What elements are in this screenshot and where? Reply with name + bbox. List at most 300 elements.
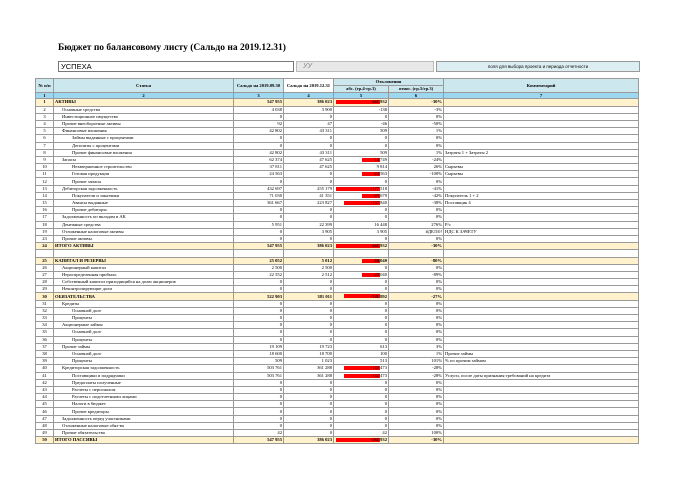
company-select[interactable]: УСПЕХА <box>58 61 294 72</box>
table-row <box>36 243 639 250</box>
row-number: 7 <box>36 142 54 149</box>
row-comment[interactable] <box>444 142 639 149</box>
row-comment[interactable] <box>444 128 639 135</box>
row-comment[interactable] <box>444 415 639 422</box>
table-row <box>36 358 639 365</box>
table-row <box>36 156 639 163</box>
deviation-rel: 0% <box>389 394 444 401</box>
row-number: 46 <box>36 408 54 415</box>
row-number: 25 <box>36 257 54 264</box>
saldo-end: 0 <box>284 430 334 437</box>
col-num-header: № п/п <box>36 79 54 93</box>
row-comment[interactable] <box>444 214 639 221</box>
row-number: 41 <box>36 372 54 379</box>
row-comment[interactable] <box>444 257 639 264</box>
deviation-abs <box>334 156 389 163</box>
saldo-start: 0 <box>234 336 284 343</box>
saldo-end: 0 <box>284 315 334 322</box>
deviation-abs: 0 <box>334 336 389 343</box>
table-row <box>36 214 639 221</box>
table-row <box>36 286 639 293</box>
row-comment[interactable]: Сырьевы <box>444 171 639 178</box>
deviation-rel: 276% <box>389 221 444 228</box>
row-comment[interactable] <box>444 135 639 142</box>
row-label: КАПИТАЛ И РЕЗЕРВЫ <box>54 257 234 264</box>
deviation-rel: 0% <box>389 264 444 271</box>
saldo-start: 42 <box>234 430 284 437</box>
row-label: ОБЯЗАТЕЛЬСТВА <box>54 293 234 300</box>
row-comment[interactable]: Услуги, после даты признания требований на кредита <box>444 372 639 379</box>
deviation-abs: 0 <box>334 214 389 221</box>
saldo-start: 0 <box>234 300 284 307</box>
row-comment[interactable] <box>444 365 639 372</box>
deviation-rel: 0% <box>389 113 444 120</box>
deviation-abs: 42 <box>334 430 389 437</box>
saldo-end: 0 <box>284 214 334 221</box>
deviation-abs <box>334 171 389 178</box>
row-number: 3 <box>36 113 54 120</box>
deviation-abs: 0 <box>334 279 389 286</box>
saldo-start: 0 <box>234 207 284 214</box>
row-comment[interactable] <box>444 106 639 113</box>
deviation-abs <box>334 243 389 250</box>
saldo-end: 18 700 <box>284 350 334 357</box>
deviation-abs: 0 <box>334 286 389 293</box>
row-label: ИТОГО АКТИВЫ <box>54 243 234 250</box>
deviation-abs: 0 <box>334 307 389 314</box>
row-comment[interactable]: Покупатель 1 + 2 <box>444 192 639 199</box>
deviation-abs: 0 <box>334 315 389 322</box>
row-label: Запасы <box>54 156 234 163</box>
row-comment[interactable]: % по прочим займам <box>444 358 639 365</box>
deviation-value: -142 473 <box>370 372 387 378</box>
saldo-start: 0 <box>234 322 284 329</box>
row-comment[interactable] <box>444 120 639 127</box>
saldo-start: 25 052 <box>234 257 284 264</box>
deviation-rel: -30% <box>389 437 444 444</box>
row-label: Расчеты с персоналом <box>54 386 234 393</box>
row-label: Отложенные налоговые обяз-ва <box>54 422 234 429</box>
table-row <box>36 415 639 422</box>
row-label: Отложенные налоговые активы <box>54 228 234 235</box>
row-number: 33 <box>36 315 54 322</box>
deviation-abs: -138 <box>334 106 389 113</box>
row-comment[interactable] <box>444 386 639 393</box>
table-row <box>36 149 639 156</box>
deviation-rel: -30% <box>389 99 444 106</box>
deviation-abs: 0 <box>334 379 389 386</box>
row-number: 10 <box>36 164 54 171</box>
row-comment[interactable] <box>444 286 639 293</box>
saldo-start: 0 <box>234 379 284 386</box>
deviation-abs <box>334 185 389 192</box>
deviation-rel: -3% <box>389 106 444 113</box>
row-comment[interactable]: Р/с <box>444 221 639 228</box>
deviation-abs <box>334 437 389 444</box>
deviation-value: -177 518 <box>370 185 387 191</box>
deviation-abs: 100 <box>334 350 389 357</box>
row-comment[interactable]: Прочие займы <box>444 350 639 357</box>
col-dev-rel-header: относ. (гр.5/гр.3) <box>389 86 444 93</box>
deviation-rel: -42% <box>389 192 444 199</box>
saldo-start: 24 563 <box>234 171 284 178</box>
saldo-start: 71 030 <box>234 192 284 199</box>
deviation-rel: 3% <box>389 343 444 350</box>
saldo-start: 0 <box>234 235 284 242</box>
row-label: Финансовые вложения <box>54 128 234 135</box>
table-row <box>36 128 639 135</box>
row-label: Проценты <box>54 358 234 365</box>
saldo-start: 0 <box>234 415 284 422</box>
deviation-rel: 0% <box>389 408 444 415</box>
saldo-end: 223 827 <box>284 200 334 207</box>
saldo-end: 0 <box>284 336 334 343</box>
row-number: 44 <box>36 394 54 401</box>
row-label: Основные средства <box>54 106 234 113</box>
row-number: 50 <box>36 437 54 444</box>
deviation-rel: 0% <box>389 279 444 286</box>
saldo-start: 0 <box>234 135 284 142</box>
deviation-rel: 1% <box>389 350 444 357</box>
table-row <box>36 401 639 408</box>
saldo-end: 0 <box>284 379 334 386</box>
row-comment[interactable]: Поставщик 4 <box>444 200 639 207</box>
row-number: 38 <box>36 350 54 357</box>
deviation-rel: 0% <box>389 329 444 336</box>
row-label: Основной долг <box>54 329 234 336</box>
deviation-abs <box>334 271 389 278</box>
row-number: 19 <box>36 228 54 235</box>
saldo-start: 509 <box>234 358 284 365</box>
row-label: Кредиты <box>54 300 234 307</box>
table-row <box>36 336 639 343</box>
deviation-rel: 0% <box>389 214 444 221</box>
row-number: 36 <box>36 336 54 343</box>
deviation-value: -24 563 <box>372 171 387 177</box>
row-comment[interactable] <box>444 207 639 214</box>
col-number-cell: 4 <box>284 93 334 99</box>
row-comment[interactable] <box>444 322 639 329</box>
row-comment[interactable] <box>444 430 639 437</box>
deviation-value: -29 679 <box>372 192 387 198</box>
row-number: 28 <box>36 279 54 286</box>
col-saldo1-header: Сальдо на 2019.09.30 <box>234 79 284 93</box>
deviation-value: -142 473 <box>370 365 387 371</box>
row-number: 5 <box>36 128 54 135</box>
saldo-end: 381 011 <box>284 293 334 300</box>
table-row <box>36 386 639 393</box>
row-label: Прочие запасы <box>54 178 234 185</box>
col-number-cell: 7 <box>444 93 639 99</box>
saldo-end: 0 <box>284 207 334 214</box>
deviation-rel: -89% <box>389 271 444 278</box>
row-number: 39 <box>36 358 54 365</box>
row-comment[interactable] <box>444 437 639 444</box>
saldo-start: 547 955 <box>234 437 284 444</box>
saldo-start: 0 <box>234 422 284 429</box>
deviation-rel: 0% <box>389 322 444 329</box>
deviation-abs: 0 <box>334 207 389 214</box>
saldo-start: 0 <box>234 408 284 415</box>
row-number: 6 <box>36 135 54 142</box>
table-row <box>36 120 639 127</box>
saldo-end: 0 <box>284 113 334 120</box>
saldo-end: 1 023 <box>284 358 334 365</box>
deviation-rel: -38% <box>389 200 444 207</box>
row-comment[interactable] <box>444 401 639 408</box>
row-number: 14 <box>36 192 54 199</box>
saldo-end: 3 905 <box>284 228 334 235</box>
saldo-start: 5 951 <box>234 221 284 228</box>
deviation-abs <box>334 192 389 199</box>
row-comment[interactable] <box>444 315 639 322</box>
saldo-end: 2 512 <box>284 271 334 278</box>
table-row <box>36 135 639 142</box>
saldo-start: 22 552 <box>234 271 284 278</box>
table-row <box>36 142 639 149</box>
deviation-rel: 0% <box>389 401 444 408</box>
row-number: 27 <box>36 271 54 278</box>
deviation-abs: 0 <box>334 135 389 142</box>
row-label: Инвестиционное имущество <box>54 113 234 120</box>
deviation-abs: 0 <box>334 113 389 120</box>
deviation-rel: 0% <box>389 300 444 307</box>
row-comment[interactable] <box>444 156 639 163</box>
deviation-rel: 0% <box>389 207 444 214</box>
deviation-rel: 0% <box>389 315 444 322</box>
row-label: Прочие активы <box>54 235 234 242</box>
col-number-cell: 3 <box>234 93 284 99</box>
deviation-abs: 9 814 <box>334 164 389 171</box>
row-comment[interactable] <box>444 329 639 336</box>
row-label: Прочие кредиторы <box>54 408 234 415</box>
table-row <box>36 113 639 120</box>
row-number: 42 <box>36 379 54 386</box>
row-label: Покупатели и заказчики <box>54 192 234 199</box>
row-number: 2 <box>36 106 54 113</box>
deviation-value: -161 932 <box>370 99 387 105</box>
row-number: 18 <box>36 221 54 228</box>
saldo-end: 3 900 <box>284 106 334 113</box>
row-number: 37 <box>36 343 54 350</box>
row-label: Готовая продукция <box>54 171 234 178</box>
table-row <box>36 394 639 401</box>
saldo-end: 22 399 <box>284 221 334 228</box>
mode-select[interactable]: УУ <box>296 61 434 72</box>
row-comment[interactable]: НДС К ЗАЧЕТУ <box>444 228 639 235</box>
row-comment[interactable] <box>444 343 639 350</box>
row-number: 12 <box>36 178 54 185</box>
saldo-start: 18 600 <box>234 350 284 357</box>
col-dev-header: Отклонения <box>334 79 444 86</box>
row-label: Акционерные займы <box>54 322 234 329</box>
table-row <box>36 200 639 207</box>
saldo-start: 0 <box>234 386 284 393</box>
table-row <box>36 264 639 271</box>
col-dev-abs-header: абс. (гр.4-гр.3) <box>334 86 389 93</box>
row-comment[interactable] <box>444 408 639 415</box>
spacer-row <box>36 250 639 257</box>
row-comment[interactable] <box>444 379 639 386</box>
row-number: 26 <box>36 264 54 271</box>
row-comment[interactable] <box>444 178 639 185</box>
table-row <box>36 207 639 214</box>
row-label: Кредиторская задолженность <box>54 365 234 372</box>
saldo-end: 361 288 <box>284 365 334 372</box>
col-number-cell: 1 <box>36 93 54 99</box>
saldo-start: 522 903 <box>234 293 284 300</box>
row-number: 47 <box>36 415 54 422</box>
row-number: 43 <box>36 386 54 393</box>
row-label: Задолженность по вкладам в АК <box>54 214 234 221</box>
table-row <box>36 372 639 379</box>
deviation-rel: 0% <box>389 386 444 393</box>
deviation-rel: -28% <box>389 365 444 372</box>
saldo-end: 47 625 <box>284 156 334 163</box>
deviation-abs: 3 905 <box>334 228 389 235</box>
saldo-end: 0 <box>284 415 334 422</box>
row-label: Задолженность перед участниками <box>54 415 234 422</box>
row-number: 15 <box>36 200 54 207</box>
saldo-start: 37 811 <box>234 164 284 171</box>
row-number: 35 <box>36 329 54 336</box>
row-label: Неконтролирующие доли <box>54 286 234 293</box>
deviation-abs <box>334 257 389 264</box>
row-label: Акционерный капитал <box>54 264 234 271</box>
row-label: Проценты <box>54 315 234 322</box>
row-comment[interactable] <box>444 235 639 242</box>
saldo-end: 0 <box>284 279 334 286</box>
deviation-abs <box>334 365 389 372</box>
table-row <box>36 343 639 350</box>
row-comment[interactable] <box>444 336 639 343</box>
saldo-start: 432 697 <box>234 185 284 192</box>
deviation-value: -161 932 <box>370 243 387 249</box>
row-label: Денежные средства <box>54 221 234 228</box>
deviation-rel: 0% <box>389 379 444 386</box>
saldo-end: 47 <box>284 120 334 127</box>
table-row <box>36 279 639 286</box>
deviation-value: -20 040 <box>372 271 387 277</box>
deviation-rel: -80% <box>389 257 444 264</box>
col-number-cell: 2 <box>54 93 234 99</box>
deviation-abs <box>334 99 389 106</box>
row-comment[interactable] <box>444 271 639 278</box>
table-row <box>36 322 639 329</box>
saldo-start: 547 955 <box>234 99 284 106</box>
row-number: 29 <box>36 286 54 293</box>
saldo-start: 62 374 <box>234 156 284 163</box>
deviation-rel: -41% <box>389 185 444 192</box>
row-comment[interactable] <box>444 394 639 401</box>
table-row <box>36 315 639 322</box>
deviation-rel: 101% <box>389 358 444 365</box>
saldo-end: 0 <box>284 386 334 393</box>
row-number: 30 <box>36 293 54 300</box>
deviation-rel: 0% <box>389 286 444 293</box>
deviation-rel: 0% <box>389 135 444 142</box>
deviation-abs: 0 <box>334 322 389 329</box>
deviation-rel: 0% <box>389 178 444 185</box>
deviation-value: -14 749 <box>372 156 387 162</box>
row-comment[interactable] <box>444 307 639 314</box>
row-comment[interactable] <box>444 264 639 271</box>
saldo-end: 386 023 <box>284 243 334 250</box>
table-row <box>36 235 639 242</box>
row-comment[interactable] <box>444 279 639 286</box>
row-label: Предоплаты полученные <box>54 379 234 386</box>
table-row <box>36 178 639 185</box>
table-row <box>36 430 639 437</box>
row-comment[interactable] <box>444 99 639 106</box>
col-number-cell: 6 <box>389 93 444 99</box>
row-label: Основной долг <box>54 307 234 314</box>
saldo-start: 0 <box>234 394 284 401</box>
deviation-rel: 0% <box>389 415 444 422</box>
saldo-start: 0 <box>234 228 284 235</box>
saldo-end: 5 012 <box>284 257 334 264</box>
saldo-end: 0 <box>284 394 334 401</box>
row-comment[interactable] <box>444 422 639 429</box>
row-comment[interactable]: Сырьевы <box>444 164 639 171</box>
row-label: АКТИВЫ <box>54 99 234 106</box>
saldo-start: 503 761 <box>234 372 284 379</box>
table-row <box>36 293 639 300</box>
row-number: 48 <box>36 422 54 429</box>
row-label: Поставщики и подрядчики <box>54 372 234 379</box>
saldo-start: 361 667 <box>234 200 284 207</box>
saldo-end: 0 <box>284 142 334 149</box>
deviation-abs: 513 <box>334 358 389 365</box>
row-label: Авансы выданные <box>54 200 234 207</box>
col-comment-header: Комментарий <box>444 79 639 93</box>
row-comment[interactable] <box>444 185 639 192</box>
saldo-start: 42 802 <box>234 128 284 135</box>
deviation-rel: 1% <box>389 128 444 135</box>
row-label: Прочие дебиторы <box>54 207 234 214</box>
row-comment[interactable] <box>444 243 639 250</box>
row-number: 34 <box>36 322 54 329</box>
deviation-value: -141 892 <box>370 293 387 299</box>
row-label: Расчеты с подотчетными лицами <box>54 394 234 401</box>
deviation-rel: 0% <box>389 142 444 149</box>
row-label: Займы выданные с процентами <box>54 135 234 142</box>
deviation-abs: 0 <box>334 264 389 271</box>
row-comment[interactable] <box>444 293 639 300</box>
row-comment[interactable]: Затраты 1 + Затраты 2 <box>444 149 639 156</box>
table-row <box>36 185 639 192</box>
row-comment[interactable] <box>444 300 639 307</box>
row-number: 24 <box>36 243 54 250</box>
saldo-start: 503 761 <box>234 365 284 372</box>
saldo-start: 547 955 <box>234 243 284 250</box>
selection-hint: поля для выбора проекта и периода отчетности <box>436 61 640 72</box>
deviation-abs: 509 <box>334 128 389 135</box>
row-number: 11 <box>36 171 54 178</box>
deviation-rel: #ДЕЛ/0! <box>389 228 444 235</box>
spacer-cell <box>36 250 54 257</box>
deviation-abs <box>334 293 389 300</box>
saldo-end: 0 <box>284 401 334 408</box>
saldo-start: 0 <box>234 286 284 293</box>
row-comment[interactable] <box>444 113 639 120</box>
saldo-start: 0 <box>234 401 284 408</box>
deviation-abs: 16 448 <box>334 221 389 228</box>
table-row <box>36 106 639 113</box>
deviation-abs: 613 <box>334 343 389 350</box>
deviation-rel: 0% <box>389 422 444 429</box>
saldo-end: 0 <box>284 135 334 142</box>
